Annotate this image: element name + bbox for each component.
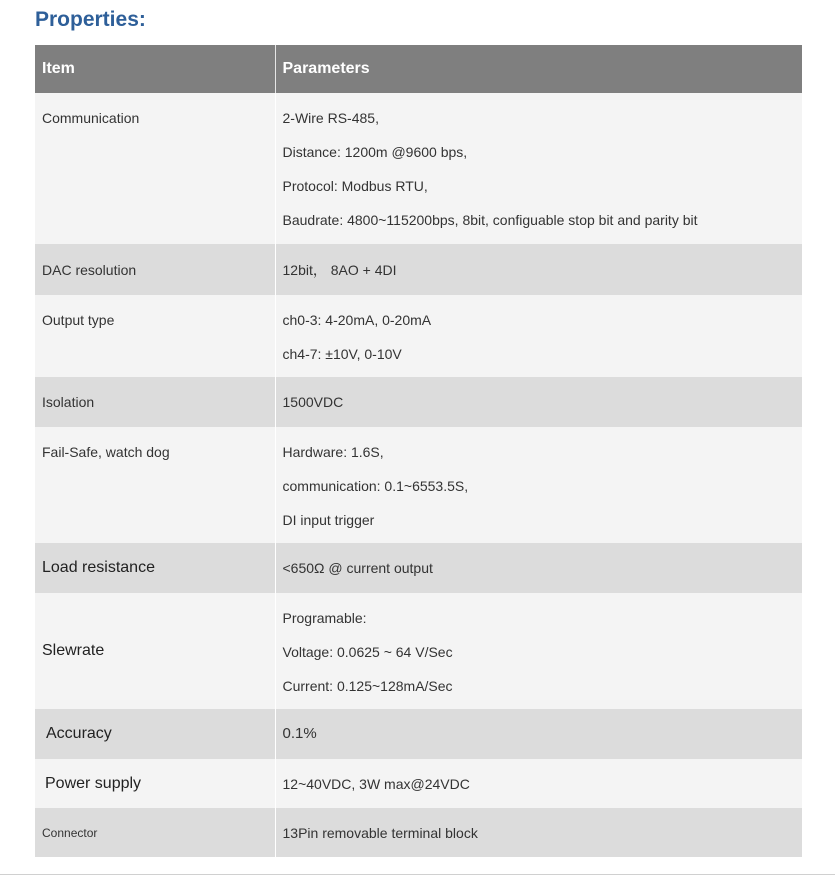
parameters-cell [275, 244, 802, 295]
table-row [35, 427, 802, 543]
item-cell [35, 759, 275, 808]
parameter-line: Voltage: 0.0625 ~ 64 V/Sec [282, 644, 453, 660]
parameter-line: communication: 0.1~6553.5S, [282, 478, 469, 494]
page-title: Properties: [35, 8, 146, 31]
table-row [35, 593, 802, 709]
parameter-line: 0.1% [282, 725, 317, 742]
parameter-line: Baudrate: 4800~115200bps, 8bit, configuable stop bit and parity bit [282, 212, 698, 228]
parameters-cell [275, 295, 802, 377]
parameters-cell [275, 709, 802, 759]
item-cell [35, 543, 275, 593]
parameter-line: Distance: 1200m @9600 bps, [282, 144, 468, 160]
parameters-cell [275, 759, 802, 808]
parameter-line: 12~40VDC, 3W max@24VDC [282, 775, 470, 792]
bottom-divider [0, 874, 835, 875]
table-row [35, 295, 802, 377]
table-row [35, 808, 802, 857]
parameters-cell [275, 93, 802, 244]
parameters-cell [275, 377, 802, 427]
item-cell [35, 295, 275, 377]
item-label: Communication [42, 110, 140, 126]
table-row [35, 759, 802, 808]
parameter-line: 13Pin removable terminal block [282, 824, 478, 841]
item-label: Isolation [42, 394, 95, 410]
item-cell [35, 593, 275, 709]
item-cell [35, 377, 275, 427]
item-label: Output type [42, 312, 115, 328]
table-row [35, 377, 802, 427]
item-cell [35, 244, 275, 295]
parameters-cell [275, 808, 802, 857]
item-label: Slewrate [42, 642, 105, 659]
item-label: DAC resolution [42, 261, 137, 278]
properties-table [35, 45, 802, 857]
parameter-line: <650Ω @ current output [282, 560, 433, 576]
parameters-cell [275, 427, 802, 543]
table-row [35, 543, 802, 593]
item-label: Fail-Safe, watch dog [42, 444, 170, 460]
item-label: Load resistance [42, 559, 155, 576]
parameter-line: DI input trigger [282, 512, 375, 528]
parameter-line: Current: 0.125~128mA/Sec [282, 678, 453, 694]
header-parameters: Parameters [275, 45, 802, 93]
parameter-line: Hardware: 1.6S, [282, 444, 384, 460]
parameter-line: 1500VDC [282, 394, 344, 410]
parameter-line: ch4-7: ±10V, 0-10V [282, 346, 402, 362]
table-row [35, 709, 802, 759]
parameter-line: 2-Wire RS-485, [282, 110, 379, 126]
item-cell [35, 808, 275, 857]
parameters-cell [275, 543, 802, 593]
item-cell [35, 709, 275, 759]
table-header-row [35, 45, 802, 93]
parameter-line: 12bit， 8AO + 4DI [282, 261, 397, 278]
header-item: Item [35, 45, 275, 93]
item-label: Accuracy [46, 725, 112, 742]
table-row [35, 93, 802, 244]
item-label: Connector [42, 825, 98, 840]
table-row [35, 244, 802, 295]
parameters-cell [275, 593, 802, 709]
parameter-line: ch0-3: 4-20mA, 0-20mA [282, 312, 432, 328]
item-label: Power supply [45, 774, 142, 792]
item-cell [35, 427, 275, 543]
parameter-line: Programable: [282, 610, 367, 626]
parameter-line: Protocol: Modbus RTU, [282, 178, 428, 194]
item-cell [35, 93, 275, 244]
